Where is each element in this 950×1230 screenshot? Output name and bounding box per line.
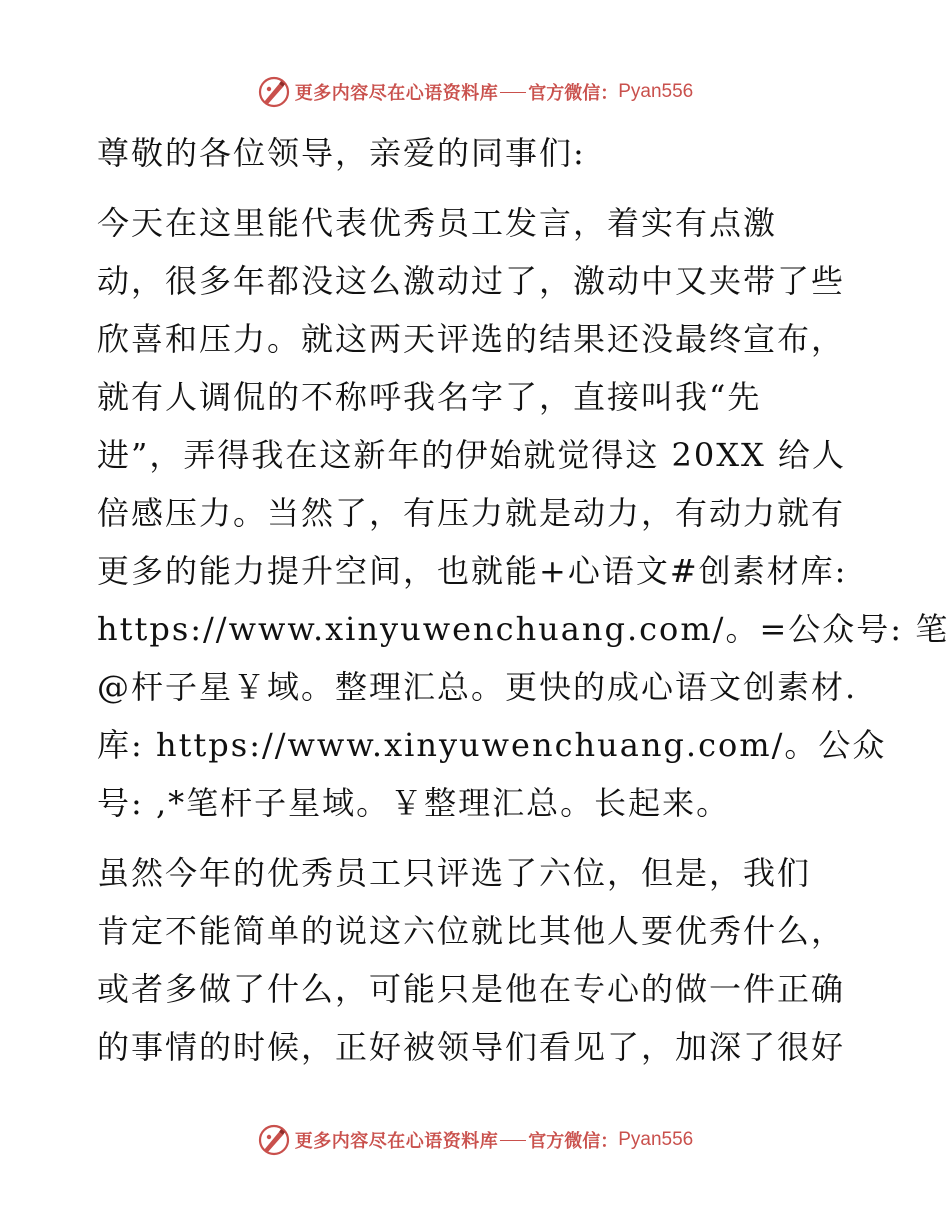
text-line: 倍感压力。当然了，有压力就是动力，有动力就有 bbox=[97, 494, 846, 532]
watermark-account: Pyan556 bbox=[618, 1129, 694, 1150]
page-footer-watermark bbox=[0, 1120, 950, 1160]
page-header-watermark bbox=[0, 72, 950, 112]
text-line: @杆子星￥域。整理汇总。更快的成心语文创素材. bbox=[97, 668, 858, 706]
paragraph-body-1 bbox=[97, 194, 950, 832]
text-line: https://www.xinyuwenchuang.com/。=公众号: 笔 bbox=[97, 610, 950, 648]
text-line: 库: https://www.xinyuwenchuang.com/。公众 bbox=[97, 726, 887, 764]
text-line: 肯定不能简单的说这六位就比其他人要优秀什么， bbox=[97, 912, 846, 950]
watermark-account: Pyan556 bbox=[618, 81, 694, 102]
text-line: 动，很多年都没这么激动过了，激动中又夹带了些 bbox=[97, 262, 846, 300]
text-line: 就有人调侃的不称呼我名字了，直接叫我“先 bbox=[97, 378, 762, 416]
text-line: 进”，弄得我在这新年的伊始就觉得这 20XX 给人 bbox=[97, 436, 846, 474]
paragraph-body-2 bbox=[97, 844, 853, 1076]
watermark-official-label: 官方微信： bbox=[528, 1131, 619, 1152]
pen-logo-icon bbox=[257, 75, 291, 109]
document-body bbox=[97, 124, 950, 1076]
pen-logo-icon bbox=[257, 1123, 291, 1157]
text-line: 虽然今年的优秀员工只评选了六位，但是，我们 bbox=[97, 854, 812, 892]
text-line: 的事情的时候，正好被领导们看见了，加深了很好 bbox=[97, 1028, 846, 1066]
text-line: 尊敬的各位领导，亲爱的同事们: bbox=[97, 134, 586, 172]
watermark-brand: 更多内容尽在心语资料库 bbox=[294, 83, 499, 104]
text-line: 欣喜和压力。就这两天评选的结果还没最终宣布， bbox=[97, 320, 846, 358]
watermark-divider bbox=[500, 1140, 526, 1141]
text-line: 号: ,*笔杆子星域。￥整理汇总。长起来。 bbox=[97, 784, 731, 822]
watermark-official-label: 官方微信： bbox=[528, 83, 619, 104]
watermark-brand: 更多内容尽在心语资料库 bbox=[294, 1131, 499, 1152]
paragraph-salutation bbox=[97, 124, 853, 182]
text-line: 或者多做了什么，可能只是他在专心的做一件正确 bbox=[97, 970, 846, 1008]
text-line: 今天在这里能代表优秀员工发言，着实有点激 bbox=[97, 204, 778, 242]
watermark-divider bbox=[500, 92, 526, 93]
text-line: 更多的能力提升空间，也就能+心语文#创素材库: bbox=[97, 552, 848, 590]
